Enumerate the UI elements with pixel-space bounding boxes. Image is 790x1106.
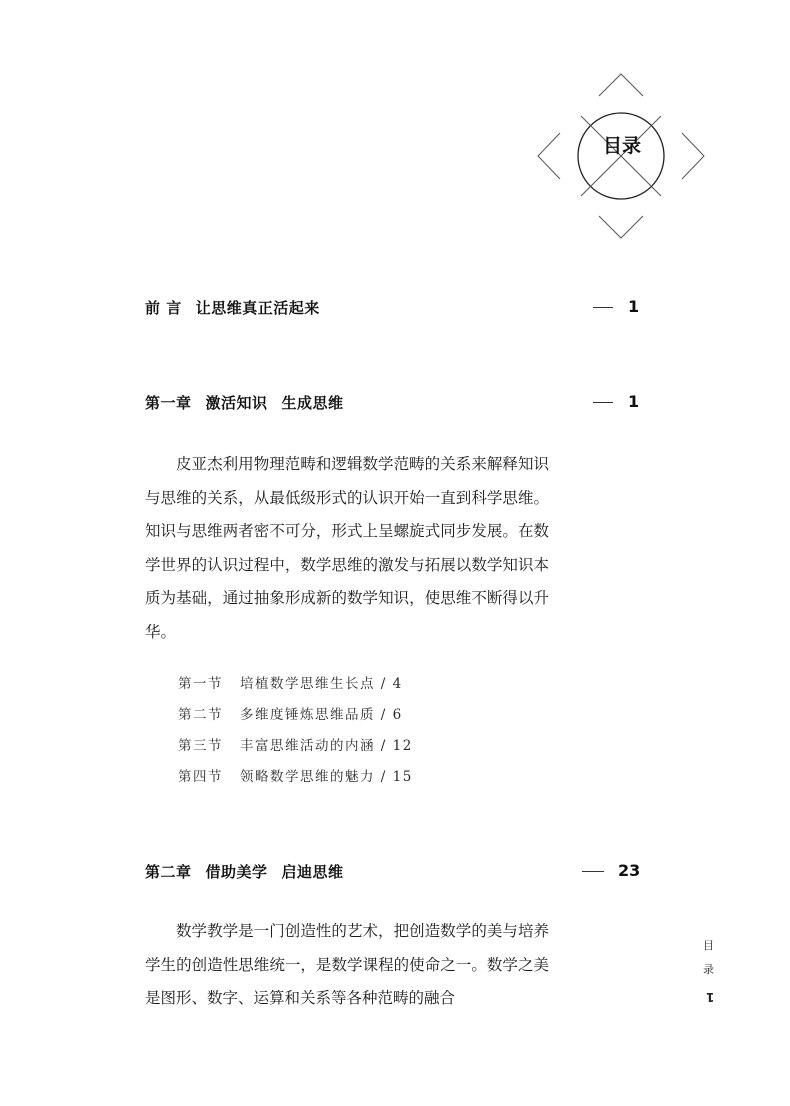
emblem-right-chevron <box>682 133 704 179</box>
preface-label: 前 言 <box>145 299 182 317</box>
emblem-top-chevron <box>599 74 643 96</box>
preface-page-number: 1 <box>628 297 640 316</box>
chapter2-page-number: 23 <box>618 861 641 880</box>
chapter1-label: 第一章 <box>145 394 192 412</box>
chapter1-leader-dash <box>593 402 613 403</box>
chapter1-heading[interactable] <box>145 392 344 413</box>
side-tab-page-number: 1 <box>706 990 715 1004</box>
section-item[interactable]: 第三节 丰富思维活动的内涵 / 12 <box>178 738 413 754</box>
emblem-left-chevron <box>538 133 560 179</box>
section-item[interactable]: 第四节 领略数学思维的魅力 / 15 <box>178 769 413 785</box>
preface-title: 让思维真正活起来 <box>195 299 320 317</box>
chapter2-label: 第二章 <box>145 863 192 881</box>
chapter2-heading[interactable] <box>145 861 344 882</box>
emblem-bottom-chevron <box>599 216 643 238</box>
chapter1-section-list <box>178 672 413 796</box>
section-item[interactable]: 第二节 多维度锤炼思维品质 / 6 <box>178 707 403 723</box>
preface-leader-dash <box>593 307 613 308</box>
chapter2-summary: 数学教学是一门创造性的艺术，把创造数学的美与培养学生的创造性思维统一，是数学课程的使命之一。数学之美是图形、数字、运算和关系等各种范畴的融合 <box>145 922 549 1007</box>
chapter1-summary: 皮亚杰利用物理范畴和逻辑数学范畴的关系来解释知识与思维的关系，从最低级形式的认识开始一直到科学思维。知识与思维两者密不可分，形式上呈螺旋式同步发展。在数学世界的认识过程中，数学思维的激发与拓展以数学知识本质为基础，通过抽象形成新的数学知识，使思维不断得以升华。 <box>145 455 549 641</box>
chapter2-leader-dash <box>582 871 604 872</box>
chapter2-title-a: 借助美学 <box>205 863 268 881</box>
side-tab-char2: 录 <box>703 963 714 976</box>
chapter1-title-b: 生成思维 <box>281 394 344 412</box>
chapter2-title-b: 启迪思维 <box>281 863 344 881</box>
preface-heading[interactable] <box>145 297 320 318</box>
chapter1-title-a: 激活知识 <box>205 394 268 412</box>
toc-title: 目录 <box>602 135 641 157</box>
chapter1-page-number: 1 <box>628 392 640 411</box>
side-tab-char1: 目 <box>703 939 714 952</box>
section-item[interactable]: 第一节 培植数学思维生长点 / 4 <box>178 676 403 692</box>
